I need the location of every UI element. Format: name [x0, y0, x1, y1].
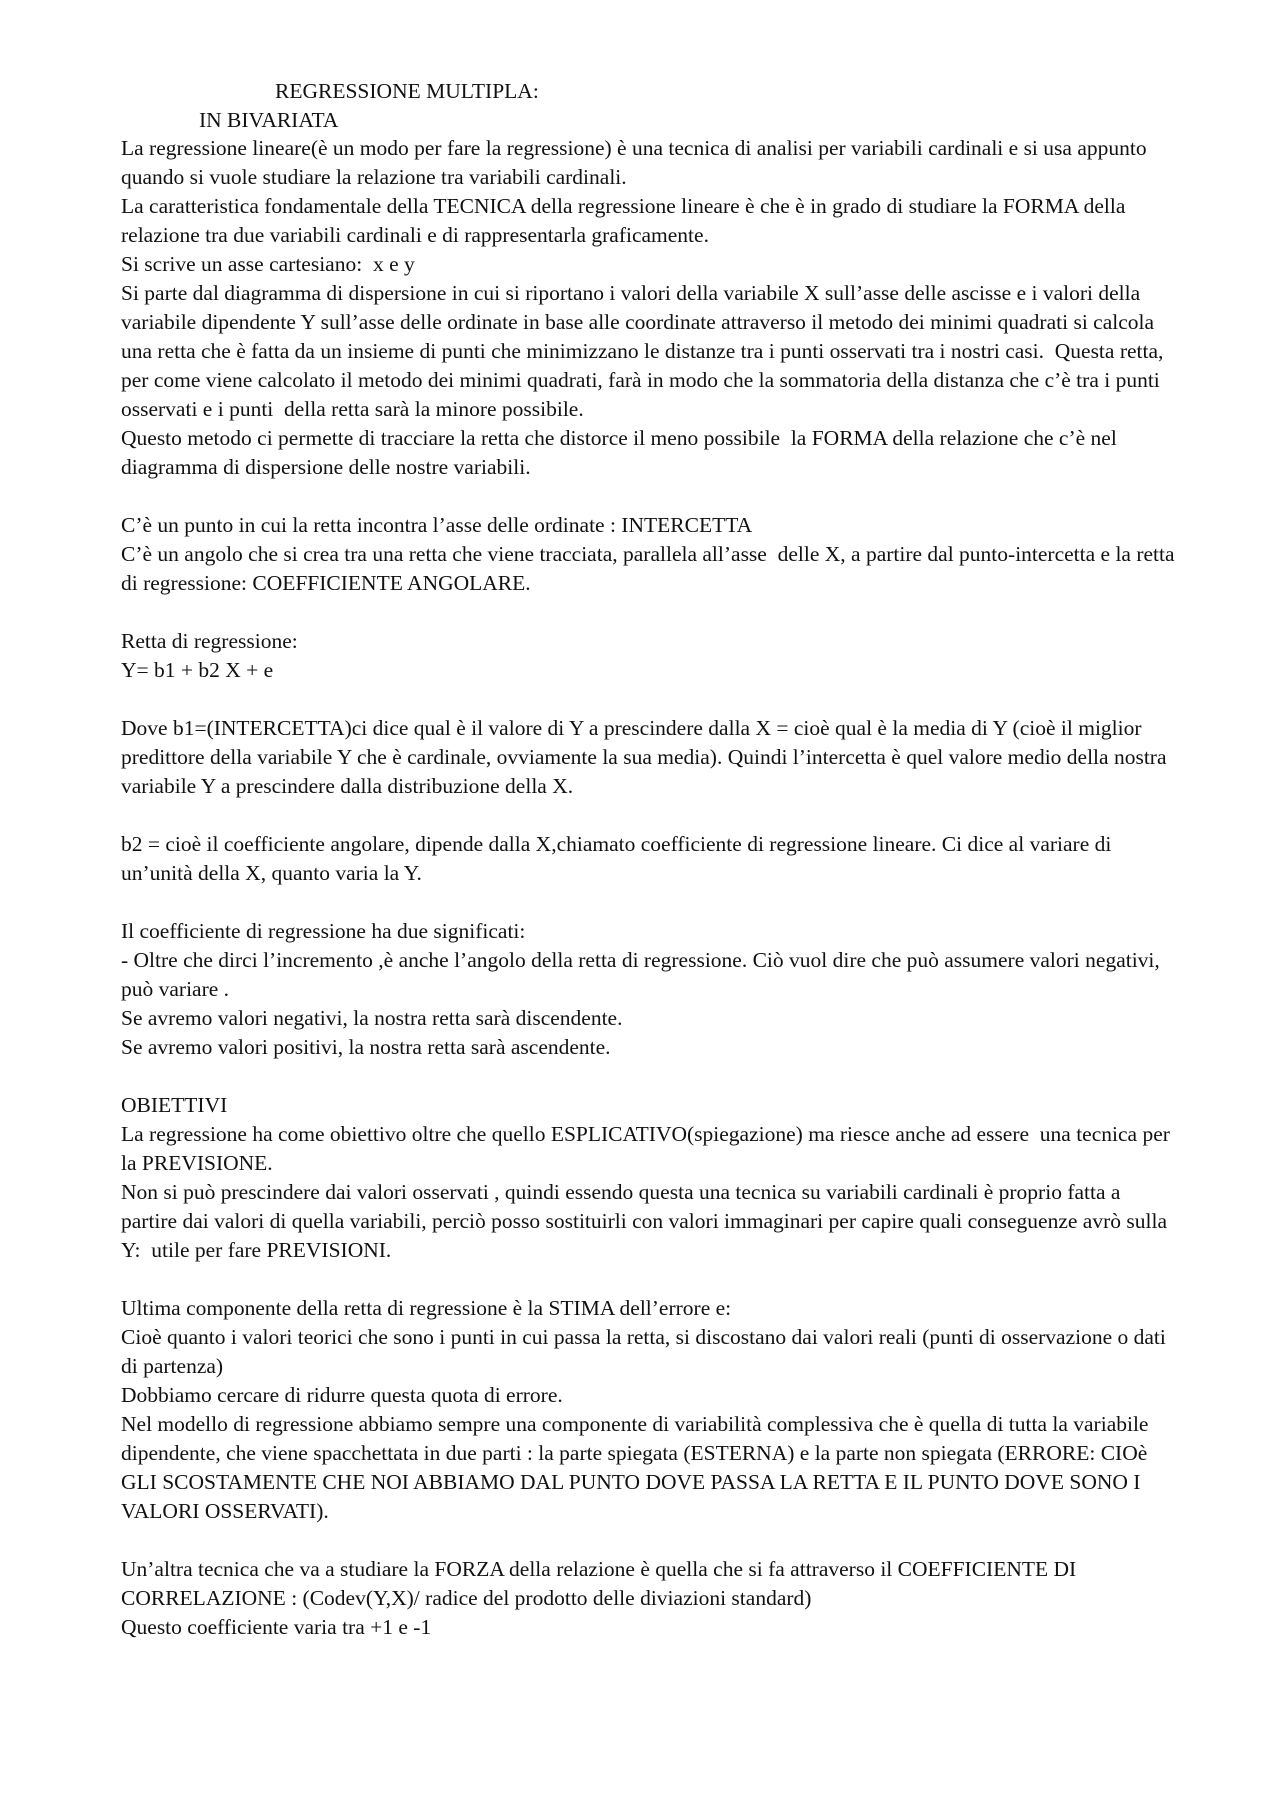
paragraph: Retta di regressione: [121, 629, 298, 653]
paragraph-spacer [121, 1265, 1176, 1294]
paragraph-spacer [121, 482, 1176, 511]
paragraph-spacer [121, 685, 1176, 714]
paragraph-spacer [121, 1526, 1176, 1555]
paragraph-spacer [121, 598, 1176, 627]
paragraph-spacer [121, 888, 1176, 917]
paragraph: OBIETTIVI [121, 1093, 228, 1117]
paragraph: Non si può prescindere dai valori osservati , quindi essendo questa una tecnica su variabili cardinali è proprio fatta a partire dai valori di quella variabili, perciò posso sostituirli con valori immaginari per capire quali conseguenze avrò sulla Y: utile per fare PREVISIONI. [121, 1180, 1172, 1262]
paragraph: Y= b1 + b2 X + e [121, 658, 274, 682]
paragraph: La caratteristica fondamentale della TECNICA della regressione lineare è che è in grado di studiare la FORMA della relazione tra due variabili cardinali e di rappresentarla graficamente. [121, 194, 1131, 247]
paragraph: Si parte dal diagramma di dispersione in cui si riportano i valori della variabile X sull’asse delle ascisse e i valori della variabile dipendente Y sull’asse delle ordinate in base alle coordinate attraverso il metodo dei minimi quadrati si calcola una retta che è fatta da un insieme di punti che minimizzano le distanze tra i punti osservati tra i nostri casi. Questa retta, per come viene calcolato il metodo dei minimi quadrati, farà in modo che la sommatoria della distanza che c’è tra i punti osservati e i punti della retta sarà la minore possibile. [121, 281, 1169, 421]
paragraph: Se avremo valori positivi, la nostra retta sarà ascendente. [121, 1035, 611, 1059]
paragraph: Se avremo valori negativi, la nostra retta sarà discendente. [121, 1006, 623, 1030]
paragraph: C’è un angolo che si crea tra una retta che viene tracciata, parallela all’asse delle X, a partire dal punto-intercetta e la retta di regressione: COEFFICIENTE ANGOLARE. [121, 542, 1180, 595]
paragraph: La regressione ha come obiettivo oltre che quello ESPLICATIVO(spiegazione) ma riesce anche ad essere una tecnica per la PREVISIONE. [121, 1122, 1176, 1175]
paragraph: Ultima componente della retta di regressione è la STIMA dell’errore e: [121, 1296, 732, 1320]
paragraph: C’è un punto in cui la retta incontra l’asse delle ordinate : INTERCETTA [121, 513, 753, 537]
paragraph-spacer [121, 801, 1176, 830]
paragraph: Questo metodo ci permette di tracciare la retta che distorce il meno possibile la FORMA della relazione che c’è nel diagramma di dispersione delle nostre variabili. [121, 426, 1123, 479]
paragraph: - Oltre che dirci l’incremento ,è anche l’angolo della retta di regressione. Ciò vuol dire che può assumere valori negativi, può variare . [121, 948, 1166, 1001]
paragraph: Il coefficiente di regressione ha due significati: [121, 919, 526, 943]
document-subtitle: IN BIVARIATA [199, 108, 339, 132]
paragraph: La regressione lineare(è un modo per fare la regressione) è una tecnica di analisi per variabili cardinali e si usa appunto quando si vuole studiare la relazione tra variabili cardinali. [121, 136, 1152, 189]
paragraph: Cioè quanto i valori teorici che sono i punti in cui passa la retta, si discostano dai valori reali (punti di osservazione o dati di partenza) [121, 1325, 1172, 1378]
paragraph: Un’altra tecnica che va a studiare la FORZA della relazione è quella che si fa attraverso il COEFFICIENTE DI CORRELAZIONE : (Codev(Y,X)/ radice del prodotto delle diviazioni standard) [121, 1557, 1082, 1610]
paragraph-spacer [121, 1062, 1176, 1091]
paragraph: Nel modello di regressione abbiamo sempre una componente di variabilità complessiva che è quella di tutta la variabile dipendente, che viene spacchettata in due parti : la parte spiegata (ESTERNA) e la parte non spiegata (ERRORE: CIOè GLI SCOSTAMENTE CHE NOI ABBIAMO DAL PUNTO DOVE PASSA LA RETTA E IL PUNTO DOVE SONO I VALORI OSSERVATI). [121, 1412, 1154, 1523]
paragraph: Questo coefficiente varia tra +1 e -1 [121, 1615, 432, 1639]
paragraph: Dobbiamo cercare di ridurre questa quota di errore. [121, 1383, 563, 1407]
paragraph: b2 = cioè il coefficiente angolare, dipende dalla X,chiamato coefficiente di regressione lineare. Ci dice al variare di un’unità della X, quanto varia la Y. [121, 832, 1117, 885]
document-title: REGRESSIONE MULTIPLA: [275, 79, 539, 103]
document-body [121, 134, 1180, 1642]
paragraph: Si scrive un asse cartesiano: x e y [121, 252, 415, 276]
paragraph: Dove b1=(INTERCETTA)ci dice qual è il valore di Y a prescindere dalla X = cioè qual è la media di Y (cioè il miglior predittore della variabile Y che è cardinale, ovviamente la sua media). Quindi l’intercetta è quel valore medio della nostra variabile Y a prescindere dalla distribuzione della X. [121, 716, 1172, 798]
